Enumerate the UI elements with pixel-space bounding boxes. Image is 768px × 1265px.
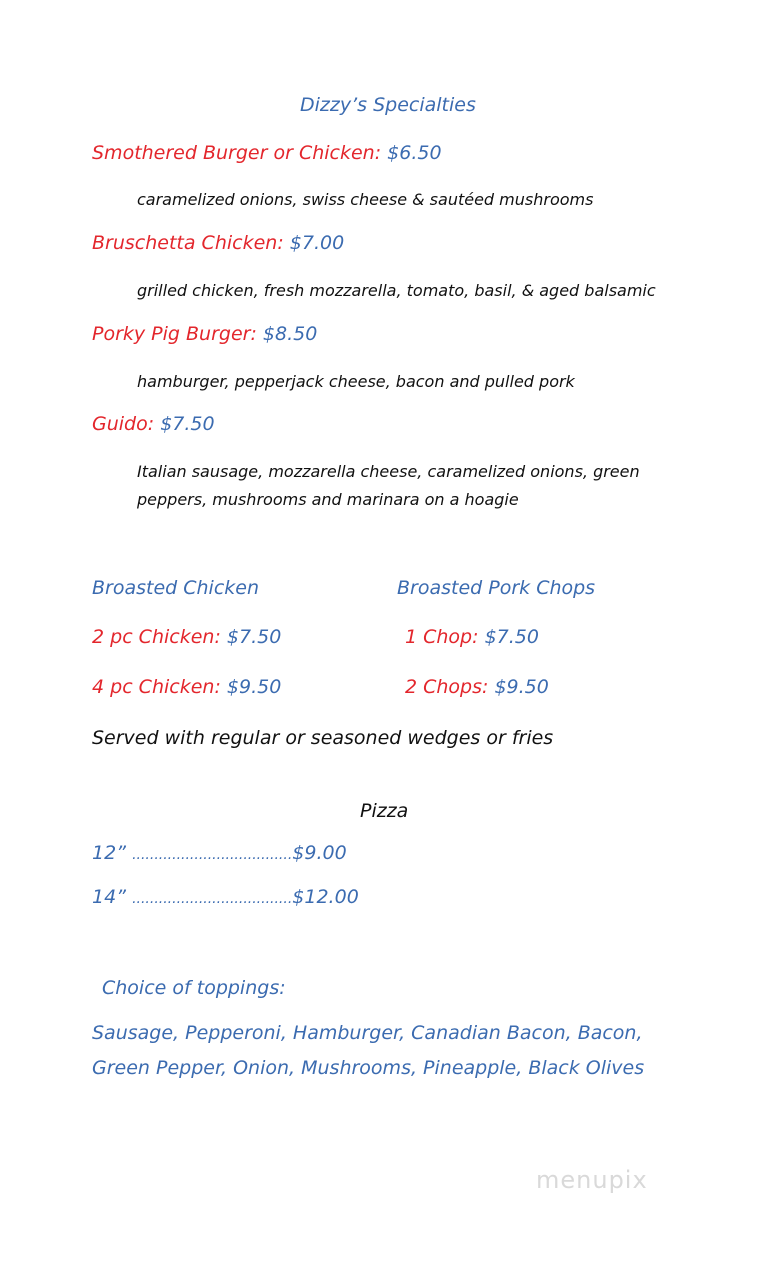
toppings-title: Choice of toppings: bbox=[102, 977, 286, 999]
item-description: hamburger, pepperjack cheese, bacon and pulled pork bbox=[137, 372, 575, 391]
item-name: Guido: bbox=[92, 413, 155, 435]
item-name: 2 Chops: bbox=[405, 676, 489, 698]
item-price: $8.50 bbox=[262, 323, 318, 345]
broasted-pork-title: Broasted Pork Chops bbox=[397, 577, 596, 599]
item-description: caramelized onions, swiss cheese & sautéed mushrooms bbox=[137, 190, 594, 209]
specialties-title: Dizzy’s Specialties bbox=[300, 94, 476, 116]
menu-item-porky-pig bbox=[92, 323, 317, 345]
served-note: Served with regular or seasoned wedges or fries bbox=[92, 727, 554, 749]
item-name: 1 Chop: bbox=[405, 626, 479, 648]
toppings-line: Green Pepper, Onion, Mushrooms, Pineapple, Black Olives bbox=[92, 1057, 645, 1079]
pork-option bbox=[405, 626, 539, 648]
item-description: peppers, mushrooms and marinara on a hoagie bbox=[137, 490, 519, 509]
pizza-size: 12” bbox=[92, 842, 127, 864]
item-description: grilled chicken, fresh mozzarella, tomato, basil, & aged balsamic bbox=[137, 281, 656, 300]
toppings-line: Sausage, Pepperoni, Hamburger, Canadian Bacon, Bacon, bbox=[92, 1022, 643, 1044]
item-price: $7.50 bbox=[226, 626, 282, 648]
pork-option bbox=[405, 676, 549, 698]
pizza-price: $9.00 bbox=[292, 842, 347, 864]
chicken-option bbox=[92, 626, 281, 648]
pizza-price: $12.00 bbox=[292, 886, 359, 908]
item-price: $7.00 bbox=[289, 232, 345, 254]
pizza-size: 14” bbox=[92, 886, 127, 908]
item-description: Italian sausage, mozzarella cheese, caramelized onions, green bbox=[137, 462, 640, 481]
watermark-logo: menupix bbox=[536, 1166, 648, 1194]
pizza-size-row bbox=[92, 886, 359, 908]
item-price: $9.50 bbox=[226, 676, 282, 698]
menu-item-guido bbox=[92, 413, 215, 435]
item-name: Porky Pig Burger: bbox=[92, 323, 257, 345]
item-price: $7.50 bbox=[160, 413, 215, 435]
dot-leader: .................................... bbox=[132, 847, 293, 863]
pizza-title: Pizza bbox=[360, 800, 409, 822]
item-price: $7.50 bbox=[484, 626, 539, 648]
item-price: $6.50 bbox=[387, 142, 442, 164]
chicken-option bbox=[92, 676, 281, 698]
dot-leader: .................................... bbox=[132, 891, 293, 907]
menu-item-bruschetta bbox=[92, 232, 344, 254]
item-name: 2 pc Chicken: bbox=[92, 626, 221, 648]
pizza-size-row bbox=[92, 842, 347, 864]
item-price: $9.50 bbox=[494, 676, 549, 698]
item-name: Bruschetta Chicken: bbox=[92, 232, 284, 254]
item-name: 4 pc Chicken: bbox=[92, 676, 221, 698]
item-name: Smothered Burger or Chicken: bbox=[92, 142, 382, 164]
broasted-chicken-title: Broasted Chicken bbox=[92, 577, 260, 599]
menu-item-smothered bbox=[92, 142, 442, 164]
